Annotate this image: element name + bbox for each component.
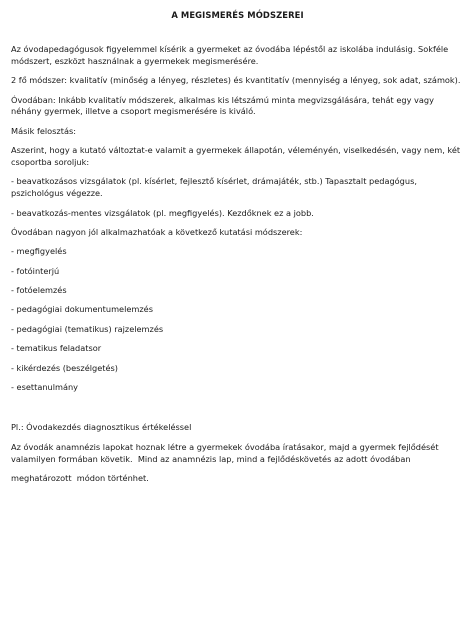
list-item-method: - tematikus feladatsor [11,343,102,354]
paragraph-methods-intro: Óvodában nagyon jól alkalmazhatóak a következő kutatási módszerek: [11,226,303,237]
spacer [11,401,464,422]
document-title: A MEGISMERÉS MÓDSZEREI [171,10,304,20]
paragraph-intro: Az óvodapedagógusok figyelemmel kísérik a gyermeket az óvodába lépéstől az iskolába indulásig. Sokféle módszert, eszközt használnak a gyermekek megismerésére. [11,44,451,66]
list-item-non-interventional: - beavatkozás-mentes vizsgálatok (pl. megfigyelés). Kezdőknek ez a jobb. [11,207,314,218]
list-item-method: - fotóelemzés [11,285,67,296]
list-item-method: - kikérdezés (beszélgetés) [11,362,118,373]
list-item-method: - megfigyelés [11,246,67,257]
paragraph-example-heading: Pl.: Óvodakezdés diagnosztikus értékeléssel [11,422,192,433]
paragraph-anamnesis: Az óvodák anamnézis lapokat hoznak létre a gyermekek óvodába íratásakor, majd a gyermek fejlődését valamilyen formában követik. Mind az anamnézis lap, mind a fejlődéskövetés az adott óvodában [11,441,442,464]
paragraph-determined: meghatározott módon történhet. [11,473,149,484]
paragraph-researcher: Aszerint, hogy a kutató változtat-e valamit a gyermekek állapotán, véleményén, viselkedésén, vagy nem, két csoportba soroljuk: [11,145,463,167]
paragraph-kindergarten: Óvodában: Inkább kvalitatív módszerek, alkalmas kis létszámú minta megvizsgálására, tehát egy vagy néhány gyermek, illetve a csoport megismerésére is kiváló. [11,94,437,117]
list-item-method: - esettanulmány [11,382,79,393]
paragraph-other-division: Másik felosztás: [11,125,76,136]
paragraph-two-methods: 2 fő módszer: kvalitatív (minőség a lényeg, részletes) és kvantitatív (mennyiség a lényeg, sok adat, számok). [11,75,461,86]
list-item-interventional: - beavatkozásos vizsgálatok (pl. kísérlet, fejlesztő kísérlet, drámajáték, stb.) Tapasztalt pedagógus, pszichológus végezze. [11,176,420,199]
list-item-method: - pedagógiai dokumentumelemzés [11,304,153,315]
list-item-method: - fotóinterjú [11,265,60,276]
list-item-method: - pedagógiai (tematikus) rajzelemzés [11,323,164,334]
